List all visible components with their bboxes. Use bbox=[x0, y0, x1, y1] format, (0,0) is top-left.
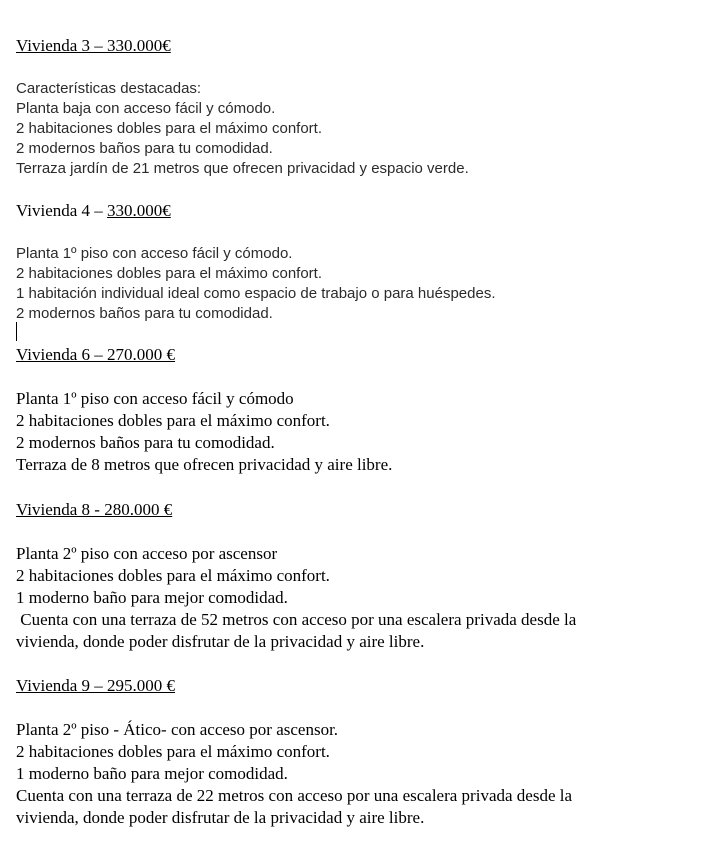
vivienda-4-line: Planta 1º piso con acceso fácil y cómodo. bbox=[16, 245, 293, 262]
vivienda-4-details bbox=[16, 244, 496, 324]
vivienda-3-line: Características destacadas: bbox=[16, 80, 202, 97]
vivienda-3-line: Planta baja con acceso fácil y cómodo. bbox=[16, 100, 276, 117]
vivienda-6-line: Planta 1º piso con acceso fácil y cómodo bbox=[16, 389, 294, 408]
heading-vivienda-4-prefix: Vivienda 4 – bbox=[16, 201, 108, 220]
vivienda-6-details bbox=[16, 388, 392, 476]
vivienda-9-details bbox=[16, 719, 572, 829]
heading-vivienda-9 bbox=[16, 675, 175, 697]
heading-vivienda-8 bbox=[16, 499, 172, 521]
heading-vivienda-4-price: 330.000€ bbox=[107, 201, 171, 220]
heading-vivienda-8-text: Vivienda 8 - 280.000 € bbox=[16, 500, 173, 519]
vivienda-9-line: 1 moderno baño para mejor comodidad. bbox=[16, 764, 288, 783]
heading-vivienda-4 bbox=[16, 200, 171, 222]
vivienda-8-line: vivienda, donde poder disfrutar de la privacidad y aire libre. bbox=[16, 632, 425, 651]
vivienda-3-details bbox=[16, 79, 469, 179]
heading-vivienda-3-text: Vivienda 3 – 330.000€ bbox=[16, 36, 171, 55]
vivienda-3-line: 2 modernos baños para tu comodidad. bbox=[16, 140, 273, 157]
vivienda-6-line: Terraza de 8 metros que ofrecen privacidad y aire libre. bbox=[16, 455, 393, 474]
heading-vivienda-6 bbox=[16, 344, 175, 366]
vivienda-3-line: Terraza jardín de 21 metros que ofrecen privacidad y espacio verde. bbox=[16, 160, 469, 177]
vivienda-4-line: 1 habitación individual ideal como espacio de trabajo o para huéspedes. bbox=[16, 285, 496, 302]
vivienda-9-line: Cuenta con una terraza de 22 metros con acceso por una escalera privada desde la bbox=[16, 786, 573, 805]
vivienda-8-line: 2 habitaciones dobles para el máximo confort. bbox=[16, 566, 330, 585]
vivienda-4-line: 2 habitaciones dobles para el máximo confort. bbox=[16, 265, 323, 282]
vivienda-9-line: Planta 2º piso - Ático- con acceso por ascensor. bbox=[16, 720, 339, 739]
heading-vivienda-6-text: Vivienda 6 – 270.000 € bbox=[16, 345, 176, 364]
heading-vivienda-3 bbox=[16, 35, 171, 57]
heading-vivienda-9-text: Vivienda 9 – 295.000 € bbox=[16, 676, 176, 695]
vivienda-6-line: 2 modernos baños para tu comodidad. bbox=[16, 433, 275, 452]
vivienda-8-line: 1 moderno baño para mejor comodidad. bbox=[16, 588, 288, 607]
vivienda-8-line: Planta 2º piso con acceso por ascensor bbox=[16, 544, 278, 563]
vivienda-9-line: 2 habitaciones dobles para el máximo confort. bbox=[16, 742, 330, 761]
text-cursor bbox=[16, 322, 17, 341]
vivienda-4-line: 2 modernos baños para tu comodidad. bbox=[16, 305, 273, 322]
vivienda-9-line: vivienda, donde poder disfrutar de la privacidad y aire libre. bbox=[16, 808, 425, 827]
vivienda-8-details bbox=[16, 543, 576, 653]
vivienda-3-line: 2 habitaciones dobles para el máximo confort. bbox=[16, 120, 323, 137]
vivienda-8-line: Cuenta con una terraza de 52 metros con acceso por una escalera privada desde la bbox=[16, 610, 577, 629]
vivienda-6-line: 2 habitaciones dobles para el máximo confort. bbox=[16, 411, 330, 430]
